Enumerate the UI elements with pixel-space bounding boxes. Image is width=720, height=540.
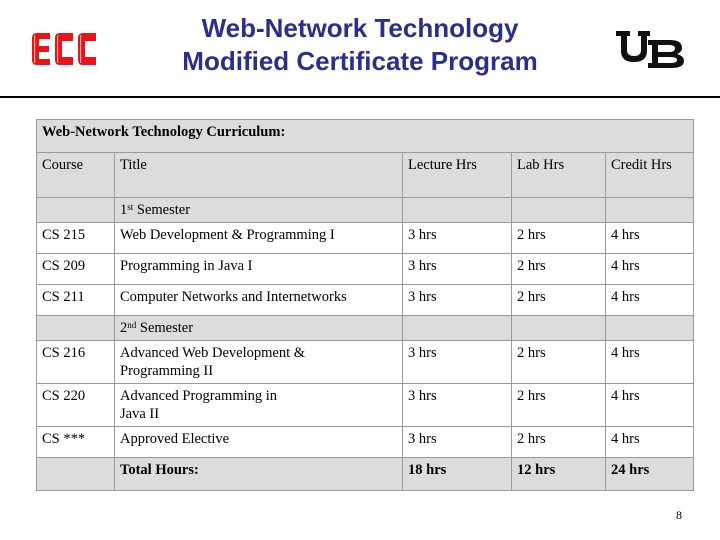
lab-hrs: 2 hrs: [512, 254, 606, 285]
credit-hrs: 4 hrs: [606, 384, 694, 427]
total-lecture: 18 hrs: [403, 458, 512, 491]
table-row: [37, 254, 694, 285]
course-title: Advanced Web Development & Programming II: [115, 341, 403, 384]
course-code: CS ***: [37, 427, 115, 458]
title-line-2: Modified Certificate Program: [182, 46, 538, 76]
total-credit: 24 hrs: [606, 458, 694, 491]
credit-hrs: 4 hrs: [606, 427, 694, 458]
course-title: Advanced Programming in Java II: [115, 384, 403, 427]
col-lab: Lab Hrs: [512, 153, 606, 198]
lecture-hrs: 3 hrs: [403, 341, 512, 384]
credit-hrs: 4 hrs: [606, 341, 694, 384]
curriculum-table: [36, 119, 694, 491]
semester-1-label: 1st Semester: [115, 198, 403, 223]
lab-hrs: 2 hrs: [512, 384, 606, 427]
credit-hrs: 4 hrs: [606, 223, 694, 254]
lab-hrs: 2 hrs: [512, 223, 606, 254]
course-title: Approved Elective: [115, 427, 403, 458]
course-code: CS 220: [37, 384, 115, 427]
course-title: Computer Networks and Internetworks: [115, 285, 403, 316]
total-row: [37, 458, 694, 491]
credit-hrs: 4 hrs: [606, 254, 694, 285]
total-lab: 12 hrs: [512, 458, 606, 491]
lecture-hrs: 3 hrs: [403, 384, 512, 427]
semester-row-1: [37, 198, 694, 223]
course-code: CS 215: [37, 223, 115, 254]
table-row: [37, 285, 694, 316]
col-title: Title: [115, 153, 403, 198]
table-row: [37, 384, 694, 427]
lecture-hrs: 3 hrs: [403, 254, 512, 285]
semester-row-2: [37, 316, 694, 341]
total-label: Total Hours:: [115, 458, 403, 491]
course-title: Web Development & Programming I: [115, 223, 403, 254]
lab-hrs: 2 hrs: [512, 341, 606, 384]
title-divider: [0, 96, 720, 98]
title-line-1: Web-Network Technology: [201, 13, 519, 43]
course-title: Programming in Java I: [115, 254, 403, 285]
slide-title: [0, 12, 720, 78]
lecture-hrs: 3 hrs: [403, 223, 512, 254]
lecture-hrs: 3 hrs: [403, 285, 512, 316]
col-credit: Credit Hrs: [606, 153, 694, 198]
page-number: 8: [676, 508, 682, 522]
table-caption: Web-Network Technology Curriculum:: [37, 120, 694, 153]
lecture-hrs: 3 hrs: [403, 427, 512, 458]
course-code: CS 211: [37, 285, 115, 316]
table-row: [37, 427, 694, 458]
course-code: CS 216: [37, 341, 115, 384]
column-header-row: [37, 153, 694, 198]
col-lecture: Lecture Hrs: [403, 153, 512, 198]
table-row: [37, 341, 694, 384]
col-course: Course: [37, 153, 115, 198]
credit-hrs: 4 hrs: [606, 285, 694, 316]
course-code: CS 209: [37, 254, 115, 285]
table-row: [37, 223, 694, 254]
semester-2-label: 2nd Semester: [115, 316, 403, 341]
table-caption-row: [37, 120, 694, 153]
lab-hrs: 2 hrs: [512, 427, 606, 458]
lab-hrs: 2 hrs: [512, 285, 606, 316]
